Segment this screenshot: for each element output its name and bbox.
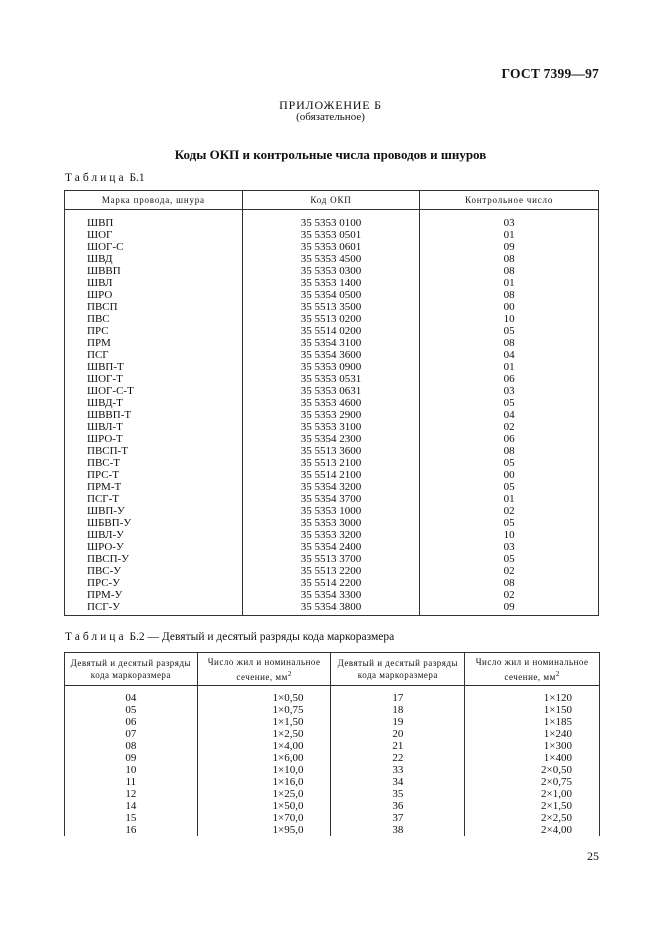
table-row bbox=[65, 553, 599, 565]
check-number-cell: 02 bbox=[420, 421, 599, 433]
cores-section-cell: 1×70,0 bbox=[197, 812, 331, 824]
table-row bbox=[65, 529, 599, 541]
check-number-cell: 08 bbox=[420, 445, 599, 457]
size-code-cell: 33 bbox=[331, 764, 465, 776]
table-spacer-cell bbox=[65, 210, 243, 218]
okp-code-cell: 35 5513 2200 bbox=[242, 565, 420, 577]
cable-brand-cell: ШБВП-У bbox=[65, 517, 243, 529]
cable-brand-cell: ШОГ-С bbox=[65, 241, 243, 253]
cable-brand-cell: ШРО-Т bbox=[65, 433, 243, 445]
table-row bbox=[65, 277, 599, 289]
table1-header-row bbox=[65, 191, 599, 210]
size-code-cell: 38 bbox=[331, 824, 465, 836]
table-row bbox=[65, 361, 599, 373]
size-code-cell: 14 bbox=[65, 800, 198, 812]
check-number-cell: 02 bbox=[420, 505, 599, 517]
table2-header-sup-left: 2 bbox=[287, 669, 292, 678]
cores-section-cell: 2×2,50 bbox=[465, 812, 600, 824]
cable-brand-cell: ШОГ-Т bbox=[65, 373, 243, 385]
table-row bbox=[65, 812, 600, 824]
size-code-cell: 10 bbox=[65, 764, 198, 776]
cable-brand-cell: ШВЛ-У bbox=[65, 529, 243, 541]
cable-brand-cell: ПВСП-У bbox=[65, 553, 243, 565]
okp-code-cell: 35 5353 0531 bbox=[242, 373, 420, 385]
check-number-cell: 08 bbox=[420, 289, 599, 301]
okp-code-cell: 35 5513 3500 bbox=[242, 301, 420, 313]
okp-code-cell: 35 5514 2200 bbox=[242, 577, 420, 589]
cable-brand-cell: ПВСП-Т bbox=[65, 445, 243, 457]
okp-code-cell: 35 5354 2400 bbox=[242, 541, 420, 553]
cable-brand-cell: ШВЛ-Т bbox=[65, 421, 243, 433]
table-row bbox=[65, 241, 599, 253]
table-row bbox=[65, 229, 599, 241]
cable-brand-cell: ШОГ bbox=[65, 229, 243, 241]
table-row bbox=[65, 265, 599, 277]
table-row bbox=[65, 481, 599, 493]
table-row bbox=[65, 289, 599, 301]
cable-brand-cell: ШВД-Т bbox=[65, 397, 243, 409]
okp-code-cell: 35 5353 3100 bbox=[242, 421, 420, 433]
table-row bbox=[65, 692, 600, 704]
table-row bbox=[65, 776, 600, 788]
check-number-cell: 05 bbox=[420, 397, 599, 409]
okp-code-cell: 35 5353 1000 bbox=[242, 505, 420, 517]
table2-header-row bbox=[65, 653, 600, 686]
cable-brand-cell: ШВВП bbox=[65, 265, 243, 277]
size-code-cell: 12 bbox=[65, 788, 198, 800]
table1-header-brand: Марка провода, шнура bbox=[65, 191, 243, 210]
table-row bbox=[65, 565, 599, 577]
table-spacer-cell bbox=[420, 210, 599, 218]
cable-brand-cell: ПВС bbox=[65, 313, 243, 325]
appendix-title: ПРИЛОЖЕНИЕ Б bbox=[279, 98, 382, 112]
cores-section-cell: 1×240 bbox=[465, 728, 600, 740]
okp-code-cell: 35 5354 0500 bbox=[242, 289, 420, 301]
size-code-cell: 34 bbox=[331, 776, 465, 788]
okp-code-cell: 35 5353 2900 bbox=[242, 409, 420, 421]
check-number-cell: 03 bbox=[420, 541, 599, 553]
cores-section-cell: 1×10,0 bbox=[197, 764, 331, 776]
check-number-cell: 10 bbox=[420, 313, 599, 325]
cable-brand-cell: ПРМ-Т bbox=[65, 481, 243, 493]
check-number-cell: 02 bbox=[420, 565, 599, 577]
table-row bbox=[65, 740, 600, 752]
table-row bbox=[65, 505, 599, 517]
table-row bbox=[65, 325, 599, 337]
okp-code-cell: 35 5353 0900 bbox=[242, 361, 420, 373]
table-spacer-cell bbox=[242, 210, 420, 218]
cores-section-cell: 1×0,50 bbox=[197, 692, 331, 704]
table2-caption-number: Б.2 bbox=[129, 631, 145, 643]
size-code-cell: 19 bbox=[331, 716, 465, 728]
cable-brand-cell: ШВП bbox=[65, 217, 243, 229]
check-number-cell: 05 bbox=[420, 457, 599, 469]
cores-section-cell: 2×1,50 bbox=[465, 800, 600, 812]
size-code-cell: 22 bbox=[331, 752, 465, 764]
table-row bbox=[65, 541, 599, 553]
okp-code-cell: 35 5354 3700 bbox=[242, 493, 420, 505]
cable-brand-cell: ШВД bbox=[65, 253, 243, 265]
size-code-cell: 20 bbox=[331, 728, 465, 740]
table2-caption-word: Таблица bbox=[65, 631, 127, 643]
table2-header-sup-right: 2 bbox=[555, 669, 560, 678]
okp-code-cell: 35 5353 0501 bbox=[242, 229, 420, 241]
table1-body bbox=[65, 210, 599, 616]
cable-brand-cell: ПРС-У bbox=[65, 577, 243, 589]
check-number-cell: 06 bbox=[420, 373, 599, 385]
cores-section-cell: 1×50,0 bbox=[197, 800, 331, 812]
table-row bbox=[65, 824, 600, 836]
table2-caption bbox=[65, 631, 394, 643]
standard-number: ГОСТ 7399—97 bbox=[501, 66, 599, 81]
table1-header-code: Код ОКП bbox=[242, 191, 420, 210]
cores-section-cell: 1×95,0 bbox=[197, 824, 331, 836]
table2-header-section-left-text: Число жил и номинальное сечение, мм bbox=[207, 656, 321, 682]
check-number-cell: 02 bbox=[420, 589, 599, 601]
size-code-cell: 36 bbox=[331, 800, 465, 812]
check-number-cell: 08 bbox=[420, 577, 599, 589]
cable-brand-cell: ШВП-У bbox=[65, 505, 243, 517]
table1-header-check: Контрольное число bbox=[420, 191, 599, 210]
page-number: 25 bbox=[587, 849, 599, 863]
cores-section-cell: 1×1,50 bbox=[197, 716, 331, 728]
okp-code-cell: 35 5513 3700 bbox=[242, 553, 420, 565]
okp-code-cell: 35 5353 0631 bbox=[242, 385, 420, 397]
table1-caption-number: Б.1 bbox=[129, 172, 145, 184]
cable-brand-cell: ПСГ bbox=[65, 349, 243, 361]
cable-brand-cell: ШВЛ bbox=[65, 277, 243, 289]
okp-code-cell: 35 5513 2100 bbox=[242, 457, 420, 469]
check-number-cell: 01 bbox=[420, 229, 599, 241]
check-number-cell: 09 bbox=[420, 241, 599, 253]
table2-header-section-right bbox=[465, 653, 600, 686]
table-spacer-row bbox=[65, 210, 599, 218]
cores-section-cell: 1×400 bbox=[465, 752, 600, 764]
table-row bbox=[65, 752, 600, 764]
table-row bbox=[65, 409, 599, 421]
okp-code-cell: 35 5354 3100 bbox=[242, 337, 420, 349]
size-code-cell: 17 bbox=[331, 692, 465, 704]
check-number-cell: 03 bbox=[420, 385, 599, 397]
table-row bbox=[65, 577, 599, 589]
cores-section-cell: 2×0,50 bbox=[465, 764, 600, 776]
table-row bbox=[65, 800, 600, 812]
check-number-cell: 05 bbox=[420, 325, 599, 337]
size-code-cell: 15 bbox=[65, 812, 198, 824]
okp-code-cell: 35 5354 3300 bbox=[242, 589, 420, 601]
table-row bbox=[65, 301, 599, 313]
okp-code-cell: 35 5353 0601 bbox=[242, 241, 420, 253]
cable-brand-cell: ПВС-Т bbox=[65, 457, 243, 469]
check-number-cell: 04 bbox=[420, 409, 599, 421]
table-row bbox=[65, 217, 599, 229]
okp-code-cell: 35 5354 3600 bbox=[242, 349, 420, 361]
table-size-codes bbox=[64, 652, 600, 836]
table-row bbox=[65, 385, 599, 397]
table2-header-section-left bbox=[197, 653, 331, 686]
cores-section-cell: 1×300 bbox=[465, 740, 600, 752]
table-row bbox=[65, 397, 599, 409]
check-number-cell: 00 bbox=[420, 469, 599, 481]
size-code-cell: 16 bbox=[65, 824, 198, 836]
check-number-cell: 05 bbox=[420, 517, 599, 529]
cores-section-cell: 1×4,00 bbox=[197, 740, 331, 752]
check-number-cell: 01 bbox=[420, 361, 599, 373]
cable-brand-cell: ПРС bbox=[65, 325, 243, 337]
cores-section-cell: 1×25,0 bbox=[197, 788, 331, 800]
okp-code-cell: 35 5354 3800 bbox=[242, 601, 420, 616]
table-okp-codes bbox=[64, 190, 599, 616]
okp-code-cell: 35 5353 3200 bbox=[242, 529, 420, 541]
cable-brand-cell: ПВСП bbox=[65, 301, 243, 313]
table-row bbox=[65, 589, 599, 601]
size-code-cell: 07 bbox=[65, 728, 198, 740]
check-number-cell: 08 bbox=[420, 337, 599, 349]
size-code-cell: 37 bbox=[331, 812, 465, 824]
table-row bbox=[65, 445, 599, 457]
cable-brand-cell: ПРМ-У bbox=[65, 589, 243, 601]
check-number-cell: 08 bbox=[420, 253, 599, 265]
appendix-subtitle: (обязательное) bbox=[296, 111, 365, 123]
table1-caption bbox=[65, 172, 145, 184]
okp-code-cell: 35 5353 4500 bbox=[242, 253, 420, 265]
table2-header-code-right: Девятый и десятый разряды кода маркоразмера bbox=[331, 653, 465, 686]
table-row bbox=[65, 421, 599, 433]
okp-code-cell: 35 5353 4600 bbox=[242, 397, 420, 409]
size-code-cell: 06 bbox=[65, 716, 198, 728]
check-number-cell: 01 bbox=[420, 277, 599, 289]
table-row bbox=[65, 601, 599, 616]
cores-section-cell: 2×1,00 bbox=[465, 788, 600, 800]
table-row bbox=[65, 373, 599, 385]
okp-code-cell: 35 5354 2300 bbox=[242, 433, 420, 445]
okp-code-cell: 35 5353 0300 bbox=[242, 265, 420, 277]
size-code-cell: 08 bbox=[65, 740, 198, 752]
size-code-cell: 35 bbox=[331, 788, 465, 800]
check-number-cell: 00 bbox=[420, 301, 599, 313]
check-number-cell: 04 bbox=[420, 349, 599, 361]
okp-code-cell: 35 5513 0200 bbox=[242, 313, 420, 325]
okp-code-cell: 35 5354 3200 bbox=[242, 481, 420, 493]
table-row bbox=[65, 517, 599, 529]
table-row bbox=[65, 433, 599, 445]
check-number-cell: 01 bbox=[420, 493, 599, 505]
table-row bbox=[65, 469, 599, 481]
check-number-cell: 05 bbox=[420, 481, 599, 493]
okp-code-cell: 35 5513 3600 bbox=[242, 445, 420, 457]
check-number-cell: 03 bbox=[420, 217, 599, 229]
size-code-cell: 18 bbox=[331, 704, 465, 716]
check-number-cell: 10 bbox=[420, 529, 599, 541]
cores-section-cell: 1×185 bbox=[465, 716, 600, 728]
table1-caption-word: Таблица bbox=[65, 172, 127, 184]
okp-code-cell: 35 5514 2100 bbox=[242, 469, 420, 481]
table-row bbox=[65, 349, 599, 361]
cores-section-cell: 2×4,00 bbox=[465, 824, 600, 836]
cable-brand-cell: ШВП-Т bbox=[65, 361, 243, 373]
table-row bbox=[65, 728, 600, 740]
section-title: Коды ОКП и контрольные числа проводов и шнуров bbox=[174, 147, 487, 162]
check-number-cell: 09 bbox=[420, 601, 599, 616]
cable-brand-cell: ПВС-У bbox=[65, 565, 243, 577]
table-row bbox=[65, 764, 600, 776]
size-code-cell: 09 bbox=[65, 752, 198, 764]
okp-code-cell: 35 5514 0200 bbox=[242, 325, 420, 337]
okp-code-cell: 35 5353 0100 bbox=[242, 217, 420, 229]
check-number-cell: 08 bbox=[420, 265, 599, 277]
cable-brand-cell: ШРО bbox=[65, 289, 243, 301]
table-row bbox=[65, 457, 599, 469]
cores-section-cell: 2×0,75 bbox=[465, 776, 600, 788]
cores-section-cell: 1×150 bbox=[465, 704, 600, 716]
table-row bbox=[65, 716, 600, 728]
table-row bbox=[65, 313, 599, 325]
table2-caption-text: — Девятый и десятый разряды кода маркоразмера bbox=[144, 631, 395, 643]
cable-brand-cell: ПСГ-У bbox=[65, 601, 243, 616]
cable-brand-cell: ПРС-Т bbox=[65, 469, 243, 481]
check-number-cell: 06 bbox=[420, 433, 599, 445]
cable-brand-cell: ШОГ-С-Т bbox=[65, 385, 243, 397]
table2-body bbox=[65, 686, 600, 837]
cores-section-cell: 1×120 bbox=[465, 692, 600, 704]
cores-section-cell: 1×16,0 bbox=[197, 776, 331, 788]
cable-brand-cell: ПРМ bbox=[65, 337, 243, 349]
cable-brand-cell: ШРО-У bbox=[65, 541, 243, 553]
table-row bbox=[65, 493, 599, 505]
table-row bbox=[65, 253, 599, 265]
table2-header-code-left: Девятый и десятый разряды кода маркоразмера bbox=[65, 653, 198, 686]
cable-brand-cell: ПСГ-Т bbox=[65, 493, 243, 505]
table-row bbox=[65, 788, 600, 800]
cores-section-cell: 1×2,50 bbox=[197, 728, 331, 740]
table2-header-section-right-text: Число жил и номинальное сечение, мм bbox=[475, 656, 589, 682]
cores-section-cell: 1×6,00 bbox=[197, 752, 331, 764]
size-code-cell: 11 bbox=[65, 776, 198, 788]
table-row bbox=[65, 704, 600, 716]
cable-brand-cell: ШВВП-Т bbox=[65, 409, 243, 421]
okp-code-cell: 35 5353 3000 bbox=[242, 517, 420, 529]
table-row bbox=[65, 337, 599, 349]
size-code-cell: 05 bbox=[65, 704, 198, 716]
size-code-cell: 21 bbox=[331, 740, 465, 752]
okp-code-cell: 35 5353 1400 bbox=[242, 277, 420, 289]
size-code-cell: 04 bbox=[65, 692, 198, 704]
check-number-cell: 05 bbox=[420, 553, 599, 565]
cores-section-cell: 1×0,75 bbox=[197, 704, 331, 716]
